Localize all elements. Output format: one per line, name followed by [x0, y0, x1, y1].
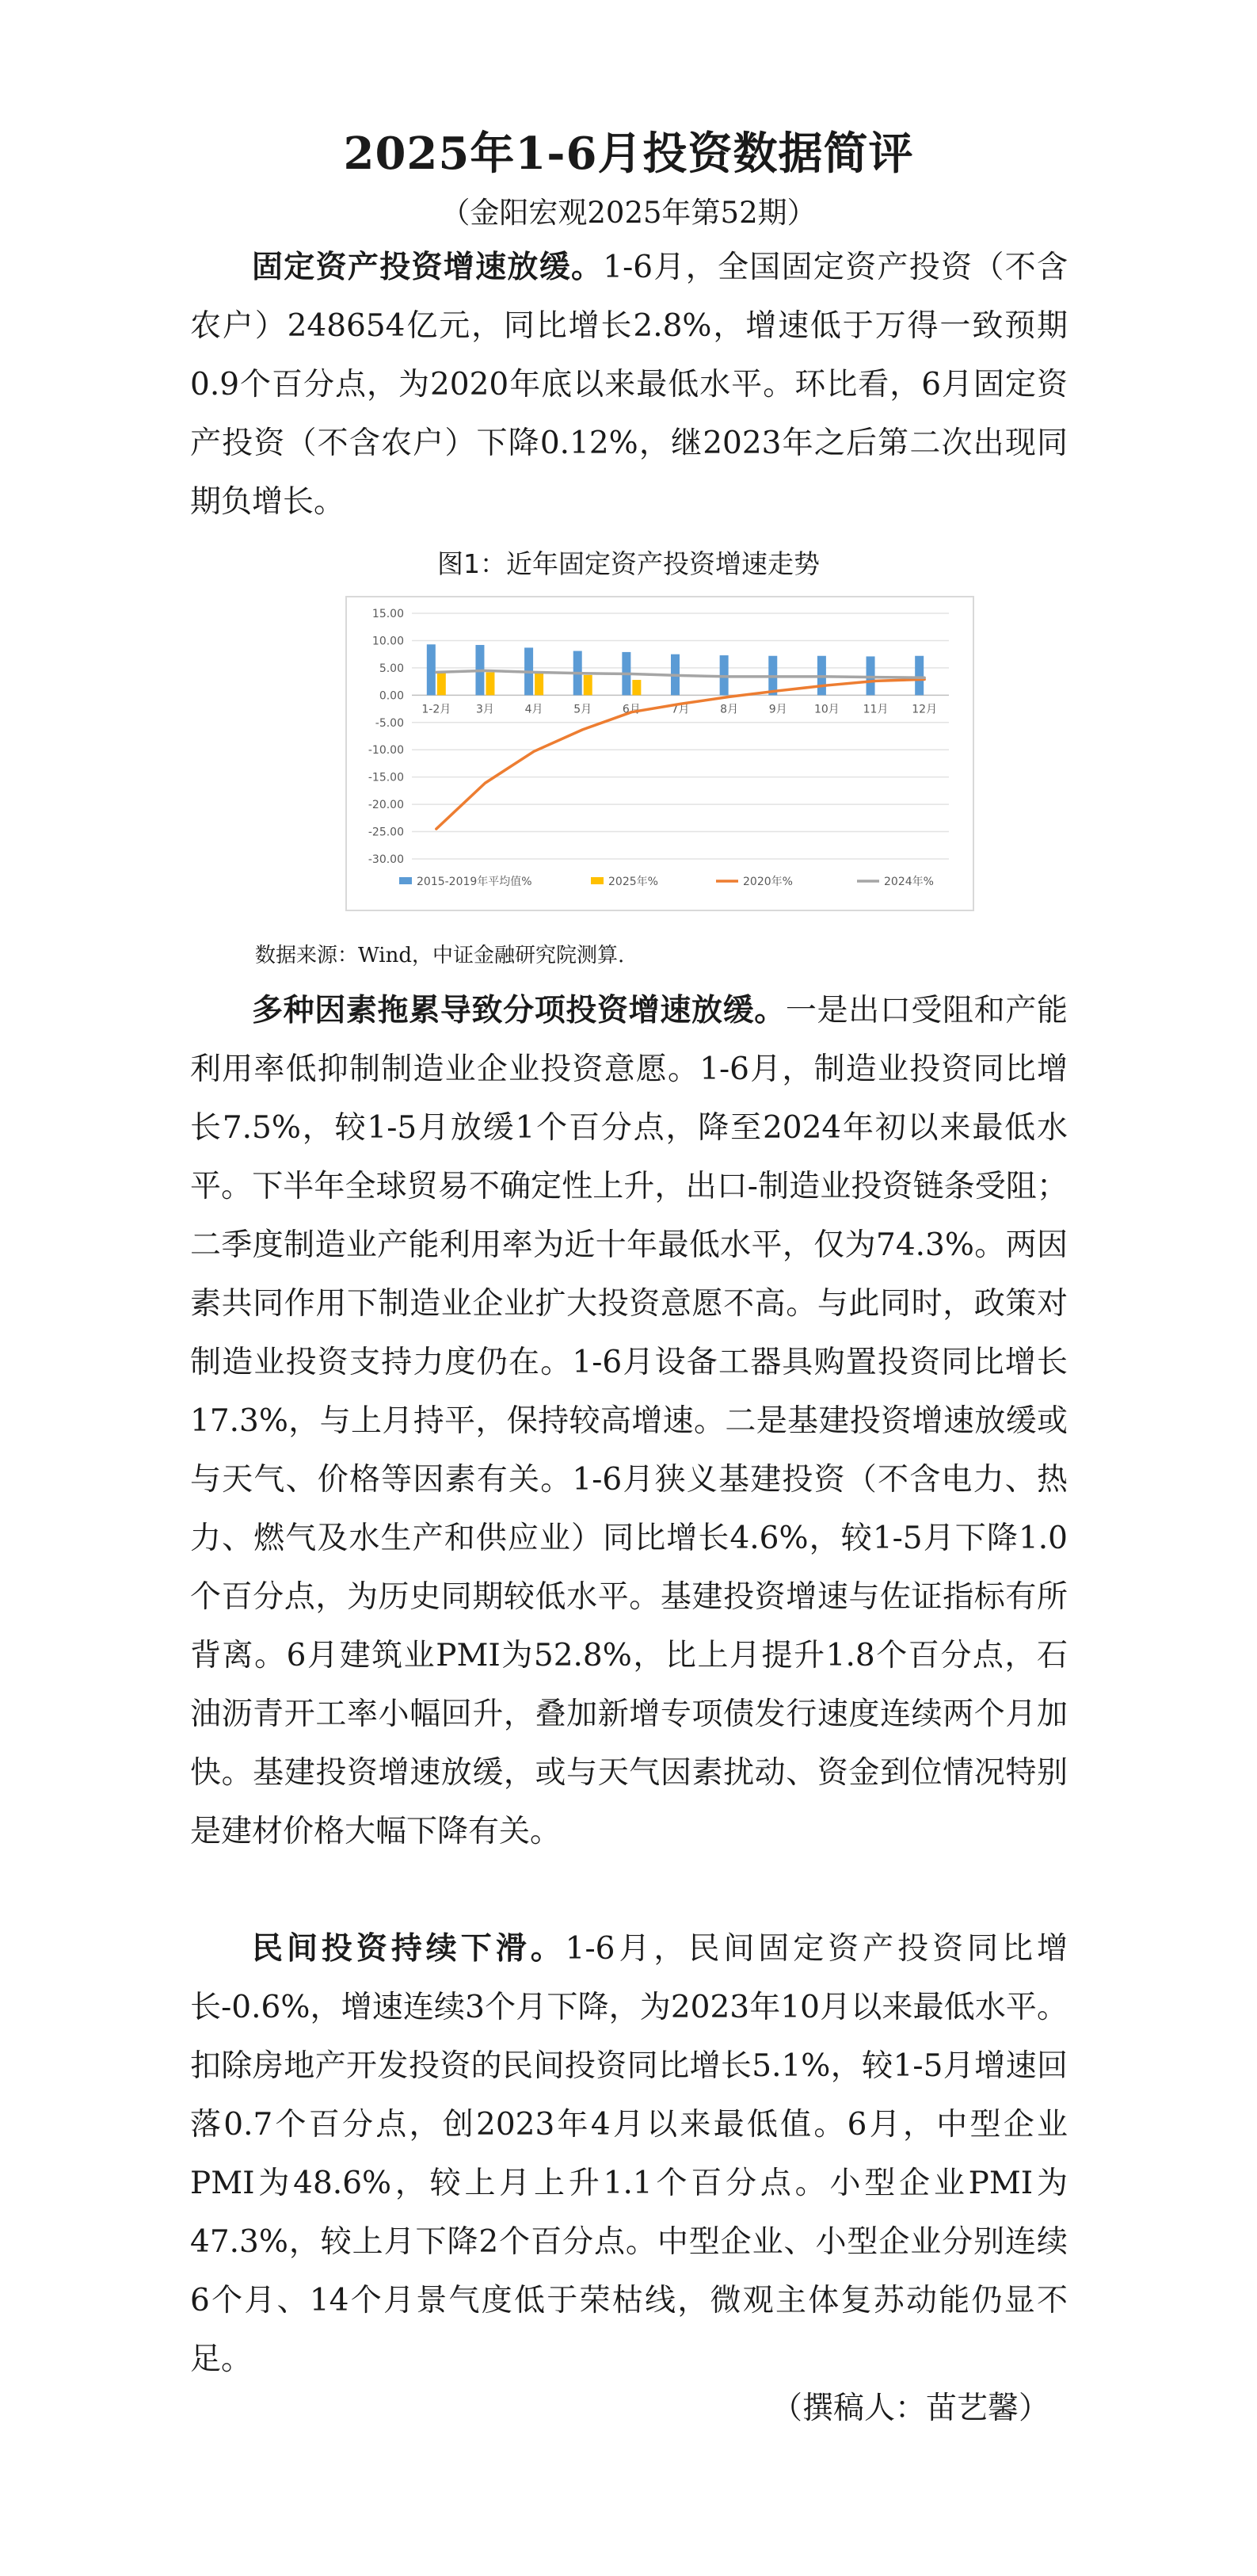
bar-mark	[535, 674, 543, 696]
legend-label: 2024年%	[884, 876, 934, 888]
x-tick-label: 8月	[720, 703, 739, 716]
document-subtitle: （金阳宏观2025年第52期）	[440, 196, 817, 230]
paragraph-lead: 民间投资持续下滑。	[252, 1930, 566, 1967]
y-tick-label: -5.00	[375, 716, 404, 730]
bar-mark	[632, 680, 641, 695]
legend-label: 2015-2019年平均值%	[417, 876, 532, 888]
x-tick-label: 5月	[573, 703, 592, 716]
document-title: 2025年1-6月投资数据简评	[343, 128, 914, 180]
y-tick-label: 5.00	[379, 662, 404, 675]
series-line	[436, 679, 924, 829]
figure-title: 图1：近年固定资产投资增速走势	[437, 548, 820, 579]
paragraph-body: 一是出口受阻和产能利用率低抑制制造业企业投资意愿。1-6月，制造业投资同比增长7.5%，较1-5月放缓1个百分点，降至2024年初以来最低水平。下半年全球贸易不确定性上升，出口-制造业投资链条受阻；二季度制造业产能利用率为近十年最低水平，仅为74.3%。两因素共同作用下制造业企业扩大投资意愿不高。与此同时，政策对制造业投资支持力度仍在。1-6月设备工器具购置投资同比增长17.3%，与上月持平，保持较高增速。二是基建投资增速放缓或与天气、价格等因素有关。1-6月狭义基建投资（不含电力、热力、燃气及水生产和供应业）同比增长4.6%，较1-5月下降1.0个百分点，为历史同期较低水平。基建投资增速与佐证指标有所背离。6月建筑业PMI为52.8%，比上月提升1.8个百分点，石油沥青开工率小幅回升，叠加新增专项债发行速度连续两个月加快。基建投资增速放缓，或与天气因素扰动、资金到位情况特别是建材价格大幅下降有关。	[190, 993, 1068, 1849]
x-tick-label: 7月	[671, 703, 690, 716]
bar-mark	[486, 672, 494, 695]
x-tick-label: 6月	[622, 703, 641, 716]
x-tick-label: 10月	[813, 703, 840, 716]
bar-mark	[427, 644, 436, 695]
legend-swatch	[591, 877, 604, 884]
x-tick-label: 9月	[768, 703, 787, 716]
author-credit: （撰稿人：苗艺馨）	[771, 2391, 1049, 2426]
paragraph-fixed-asset-investment	[190, 238, 1068, 532]
y-tick-label: -20.00	[368, 799, 404, 812]
investment-growth-chart	[345, 596, 974, 911]
y-tick-label: 10.00	[371, 635, 404, 648]
x-tick-label: 11月	[863, 703, 889, 716]
x-tick-label: 1-2月	[421, 703, 451, 716]
y-tick-label: -15.00	[368, 771, 404, 784]
paragraph-body: 1-6月，全国固定资产投资（不含农户）248654亿元，同比增长2.8%，增速低于万得一致预期0.9个百分点，为2020年底以来最低水平。环比看，6月固定资产投资（不含农户）下降0.12%，继2023年之后第二次出现同期负增长。	[190, 250, 1068, 520]
bar-mark	[584, 675, 592, 695]
paragraph-private-investment	[190, 1919, 1068, 2389]
y-tick-label: -25.00	[368, 826, 404, 839]
x-tick-label: 4月	[524, 703, 543, 716]
paragraph-body: 1-6月，民间固定资产投资同比增长-0.6%，增速连续3个月下降，为2023年10月以来最低水平。扣除房地产开发投资的民间投资同比增长5.1%，较1-5月增速回落0.7个百分点，创2023年4月以来最低值。6月，中型企业PMI为48.6%，较上月上升1.1个百分点。小型企业PMI为47.3%，较上月下降2个百分点。中型企业、小型企业分别连续6个月、14个月景气度低于荣枯线，微观主体复苏动能仍显不足。	[190, 1931, 1068, 2377]
y-tick-label: -30.00	[368, 853, 404, 866]
bar-mark	[915, 656, 924, 696]
data-source-note: 数据来源：Wind，中证金融研究院测算.	[255, 944, 625, 967]
series-line	[436, 670, 924, 677]
y-tick-label: 15.00	[371, 608, 404, 620]
legend-label: 2020年%	[743, 876, 793, 888]
y-tick-label: 0.00	[379, 689, 404, 703]
y-tick-label: -10.00	[368, 744, 404, 758]
paragraph-lead: 多种因素拖累导致分项投资增速放缓。	[252, 992, 786, 1028]
x-tick-label: 3月	[475, 703, 494, 716]
paragraph-lead: 固定资产投资增速放缓。	[252, 249, 604, 285]
chart-canvas	[347, 597, 973, 910]
paragraph-sub-investment	[190, 981, 1068, 1861]
legend-label: 2025年%	[608, 876, 658, 888]
legend-swatch	[399, 877, 412, 884]
x-tick-label: 12月	[912, 703, 938, 716]
bar-mark	[437, 673, 446, 695]
